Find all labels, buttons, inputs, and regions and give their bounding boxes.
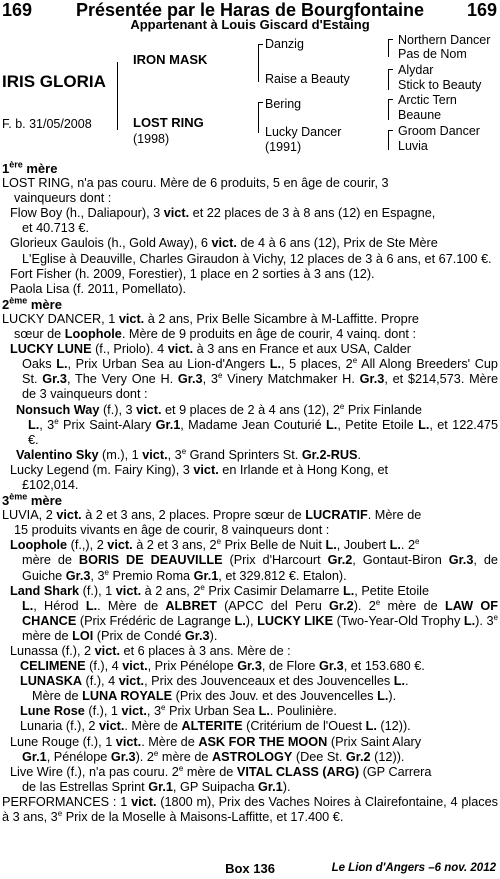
produce-lunaska: LUNASKA (f.), 4 vict., Prix des Jouvenceaux et des Jouvencelles L.. Mère de LUNA ROYALE (Prix des Jouv. et des Jouvencelles L.). xyxy=(20,674,409,704)
lot-number-left: 169 xyxy=(2,0,33,20)
lot-number-right: 169 xyxy=(466,0,497,20)
horse-info: F. b. 31/05/2008 xyxy=(2,117,92,131)
pedigree-bracket-3a xyxy=(388,39,393,57)
section-third-dam: 3ème mère xyxy=(2,491,62,509)
sire-dam: Raise a Beauty xyxy=(265,72,350,86)
dam-dam-dam: Luvia xyxy=(398,139,428,153)
sire-dam-sire: Alydar xyxy=(398,63,434,77)
produce-nonsuch-way: Nonsuch Way (f.), 3 vict. et 9 places de 2 à 4 ans (12), 2e Prix Finlande L., 3e Prix Saint-Alary Gr.1, Madame Jean Couturié L., Petite Etoile L., et 122.475 €. xyxy=(16,401,498,447)
produce-loophole: Loophole (f.,), 2 vict. à 2 et 3 ans, 2e Prix Belle de Nuit L., Joubert L.. 2e mère de BORIS DE DEAUVILLE (Prix d'Harcourt Gr.2, Gontaut-Biron Gr.3, de Guiche Gr.3, 3e Premio Roma Gr.1, et 329.812 €. Etalon). xyxy=(10,537,498,583)
dam-dam-year: (1991) xyxy=(265,140,302,154)
dam-sire-dam: Beaune xyxy=(398,108,442,122)
pedigree-bracket-2a xyxy=(258,44,263,82)
box-number: Box 136 xyxy=(225,861,275,876)
section-first-dam: 1ère mère xyxy=(2,159,58,176)
pedigree-bracket-3d xyxy=(388,130,393,150)
consignor-title: Présentée par le Haras de Bourgfontaine xyxy=(75,0,425,20)
horse-name: IRIS GLORIA xyxy=(2,72,106,91)
sire-dam-dam: Stick to Beauty xyxy=(398,78,482,92)
section-second-dam: 2ème mère xyxy=(2,295,62,312)
dam-year: (1998) xyxy=(133,132,170,146)
sire-sire-sire: Northern Dancer xyxy=(398,33,491,47)
dam-sire-sire: Arctic Tern xyxy=(398,93,457,107)
produce-lune-rose: Lune Rose (f.), 1 vict., 3e Prix Urban Sea L.. Poulinière. xyxy=(20,703,337,719)
dam-name: LOST RING xyxy=(133,115,204,130)
pedigree-body xyxy=(0,161,498,825)
first-dam-summary: LOST RING, n'a pas couru. Mère de 6 produits, 5 en âge de courir, 3 vainqueurs dont : xyxy=(2,176,389,206)
second-dam-summary: LUCKY DANCER, 1 vict. à 2 ans, Prix Belle Sicambre à M-Laffitte. Propre sœur de Loophole. Mère de 9 produits en âge de courir, 4 vainq. dont : xyxy=(2,311,419,342)
performances: PERFORMANCES : 1 vict. (1800 m), Prix des Vaches Noires à Clairefontaine, 4 places à 3 ans, 3e Prix de la Moselle à Maisons-Laffitte, et 17.400 €. xyxy=(2,794,498,825)
produce-lucky-lune: LUCKY LUNE (f., Priolo). 4 vict. à 3 ans en France et aux USA, Calder Oaks L., Prix Urban Sea au Lion-d'Angers L., 5 places, 2e All Along Breeders' Cup St. Gr.3, The Very One H. Gr.3, 3e Vinery Matchmaker H. Gr.3, et $214,573. Mère de 3 vainqueurs dont : xyxy=(10,342,499,402)
sale-event: Le Lion d'Angers –6 nov. 2012 xyxy=(331,862,496,874)
pedigree-bracket-3b xyxy=(388,69,393,90)
sire-name: IRON MASK xyxy=(133,52,208,67)
produce-celimene: CELIMENE (f.), 4 vict., Prix Pénélope Gr.3, de Flore Gr.3, et 153.680 €. xyxy=(20,659,425,674)
dam-dam-sire: Groom Dancer xyxy=(398,124,480,138)
produce-flow-boy: Flow Boy (h., Daliapour), 3 vict. et 22 places de 3 à 8 ans (12) en Espagne, et 40.713 €. xyxy=(10,206,436,236)
third-dam-summary: LUVIA, 2 vict. à 2 et 3 ans, 2 places. Propre sœur de LUCRATIF. Mère de 15 produits vivants en âge de courir, 8 vainqueurs dont : xyxy=(2,508,422,538)
produce-lune-rouge: Lune Rouge (f.), 1 vict.. Mère de ASK FOR THE MOON (Prix Saint Alary Gr.1, Pénélope Gr.3). 2e mère de ASTROLOGY (Dee St. Gr.2 (12)). xyxy=(10,734,422,764)
produce-glorieux-gaulois: Glorieux Gaulois (h., Gold Away), 6 vict. de 4 à 6 ans (12), Prix de Ste Mère L'Eglise à Deauville, Charles Giraudon à Vichy, 12 places de 3 à 6 ans, et 67.100 €. xyxy=(10,236,492,266)
produce-valentino-sky: Valentino Sky (m.), 1 vict., 3e Grand Sprinters St. Gr.2-RUS. xyxy=(16,446,362,462)
page-footer xyxy=(0,861,500,879)
sire-sire-dam: Pas de Nom xyxy=(398,47,467,61)
dam-dam: Lucky Dancer xyxy=(265,125,342,139)
pedigree-bracket-1 xyxy=(117,62,118,130)
sire-sire: Danzig xyxy=(265,37,304,51)
pedigree-bracket-3c xyxy=(388,99,393,120)
produce-fort-fisher: Fort Fisher (h. 2009, Forestier), 1 place en 2 sorties à 3 ans (12). xyxy=(10,266,375,281)
pedigree-bracket-2b xyxy=(258,102,263,133)
produce-lunassa: Lunassa (f.), 2 vict. et 6 places à 3 ans. Mère de : xyxy=(10,644,291,658)
produce-live-wire: Live Wire (f.), n'a pas couru. 2e mère de VITAL CLASS (ARG) (GP Carrera de las Estrellas Sprint Gr.1, GP Suipacha Gr.1). xyxy=(10,763,432,794)
produce-lucky-legend: Lucky Legend (m. Fairy King), 3 vict. en Irlande et à Hong Kong, et £102,014. xyxy=(10,462,389,492)
dam-sire: Bering xyxy=(265,97,302,111)
produce-land-shark: Land Shark (f.), 1 vict. à 2 ans, 2e Prix Casimir Delamarre L., Petite Etoile L., Hérod L.. Mère de ALBRET (APCC del Peru Gr.2). 2e mère de LAW OF CHANCE (Prix Frédéric de Lagrange L.), LUCKY LIKE (Two-Year-Old Trophy L.). 3e mère de LOI (Prix de Condé Gr.3). xyxy=(10,582,498,643)
produce-paola-lisa: Paola Lisa (f. 2011, Pomellato). xyxy=(10,281,187,296)
produce-lunaria: Lunaria (f.), 2 vict.. Mère de ALTERITE (Critérium de l'Ouest L. (12)). xyxy=(20,719,411,734)
owner-line: Appartenant à Louis Giscard d'Estaing xyxy=(130,17,370,32)
